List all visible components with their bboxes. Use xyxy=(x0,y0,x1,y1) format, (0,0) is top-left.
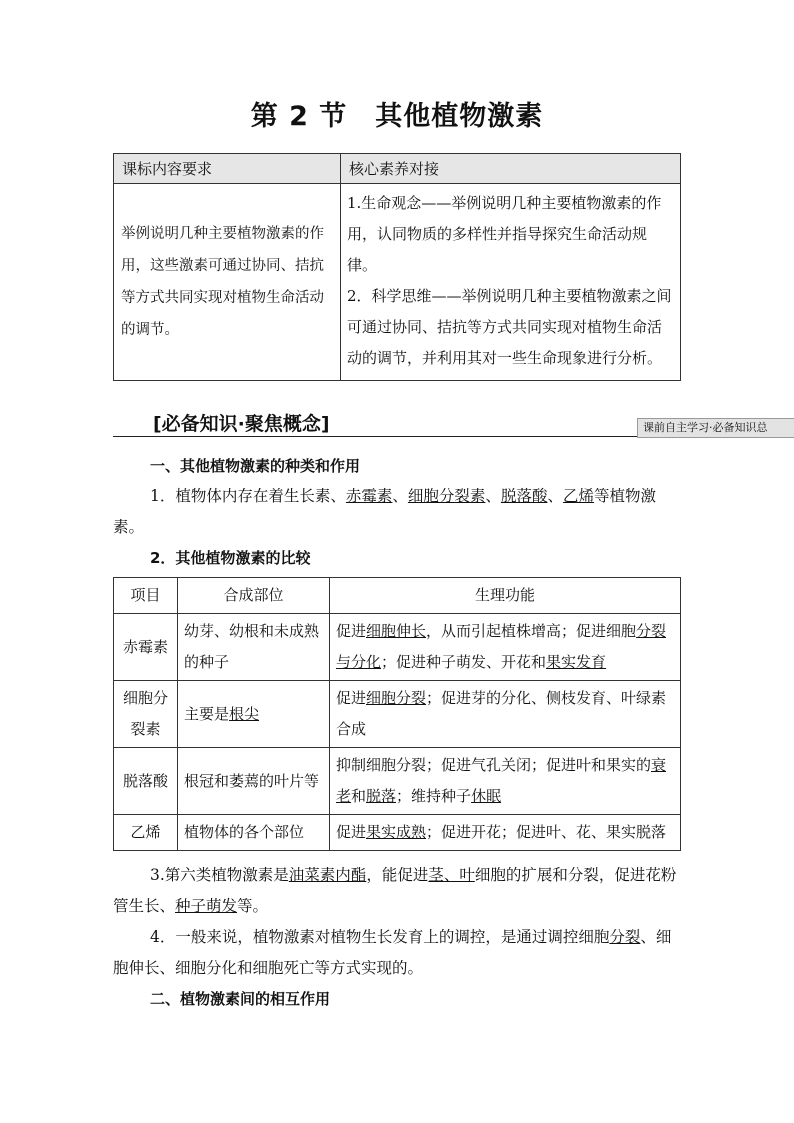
row-synthesis-site xyxy=(178,681,330,748)
table-row xyxy=(114,748,681,815)
point3-text: 细胞的扩展和分裂，促进花粉管生长、 xyxy=(113,866,677,915)
literacy-item-1: 1.生命观念——举例说明几种主要植物激素的作用，认同物质的多样性并指导探究生命活动规律。 xyxy=(347,194,662,274)
point4-paragraph xyxy=(113,922,683,984)
row-function xyxy=(330,815,681,851)
point4-text: 4．一般来说，植物激素对植物生长发育上的调控，是通过调控细胞 xyxy=(150,928,610,946)
function-text: ；促进种子萌发、开花和 xyxy=(381,653,547,671)
function-keyword: 细胞伸长 xyxy=(366,622,427,640)
standards-header-right: 核心素养对接 xyxy=(341,154,681,184)
row-synthesis-site: 植物体的各个部位 xyxy=(178,815,330,851)
function-text: ；促进芽的分化、侧枝发育、叶绿素合成 xyxy=(336,689,667,738)
function-text: ；维持种子 xyxy=(396,787,472,805)
function-text: 促进 xyxy=(336,622,367,640)
point1-text: 、 xyxy=(392,487,408,505)
function-text: 和 xyxy=(351,787,367,805)
point1-abscisic-acid: 脱落酸 xyxy=(500,487,548,505)
function-keyword: 分裂与分化 xyxy=(336,622,667,671)
function-text: 抑制细胞分裂；促进气孔关闭；促进叶和果实的 xyxy=(336,756,652,774)
page-title: 第 2 节 其他植物激素 xyxy=(250,101,544,132)
point1-text: 、 xyxy=(547,487,563,505)
hormone-compare-table xyxy=(113,577,681,851)
literacy-item-2: 2．科学思维——举例说明几种主要植物激素之间可通过协同、拮抗等方式共同实现对植物生命活动的调节，并利用其对一些生命现象进行分析。 xyxy=(347,287,672,367)
table-header-function: 生理功能 xyxy=(330,578,681,614)
standards-header-left: 课标内容要求 xyxy=(114,154,341,184)
point3-brassinolide: 油菜素内酯 xyxy=(288,866,367,884)
function-text: 促进 xyxy=(336,823,367,841)
function-text: ，从而引起植株增高；促进细胞 xyxy=(426,622,637,640)
function-keyword: 果实发育 xyxy=(546,653,607,671)
point1-text: 、 xyxy=(485,487,501,505)
table-row xyxy=(114,614,681,681)
point3-seed-germination: 种子萌发 xyxy=(175,897,238,915)
row-synthesis-site: 根冠和萎蔫的叶片等 xyxy=(178,748,330,815)
row-hormone-name: 赤霉素 xyxy=(114,614,178,681)
standards-requirement-text: 举例说明几种主要植物激素的作用，这些激素可通过协同、拮抗等方式共同实现对植物生命活动的调节。 xyxy=(114,184,341,381)
table-header-site: 合成部位 xyxy=(178,578,330,614)
row-hormone-name: 脱落酸 xyxy=(114,748,178,815)
point3-paragraph xyxy=(113,860,683,922)
point1-paragraph xyxy=(113,481,683,543)
function-keyword: 衰老 xyxy=(336,756,667,805)
point3-text: ，能促进 xyxy=(366,866,429,884)
function-keyword: 细胞分裂 xyxy=(366,689,427,707)
point4-text: 、细胞伸长、细胞分化和细胞死亡等方式实现的。 xyxy=(113,928,672,977)
site-text: 主要是 xyxy=(184,704,230,723)
point2-heading: 2．其他植物激素的比较 xyxy=(150,549,311,567)
function-keyword: 脱落 xyxy=(366,787,397,805)
point4-division: 分裂 xyxy=(609,928,641,946)
section-banner: [必备知识·聚焦概念] xyxy=(153,413,330,435)
part2-heading: 二、植物激素间的相互作用 xyxy=(150,990,331,1008)
point1-text: 1．植物体内存在着生长素、 xyxy=(150,487,346,505)
row-synthesis-site: 幼芽、幼根和未成熟的种子 xyxy=(178,614,330,681)
row-function xyxy=(330,748,681,815)
point3-stem-leaf: 茎、叶 xyxy=(428,866,475,884)
row-hormone-name: 乙烯 xyxy=(114,815,178,851)
part1-heading: 一、其他植物激素的种类和作用 xyxy=(150,457,361,475)
point1-ethylene: 乙烯 xyxy=(562,487,594,505)
point3-text: 3.第六类植物激素是 xyxy=(150,866,289,884)
point3-text: 等。 xyxy=(237,897,269,915)
function-keyword: 果实成熟 xyxy=(366,823,427,841)
row-function xyxy=(330,681,681,748)
point1-gibberellin: 赤霉素 xyxy=(345,487,393,505)
section-tag: 课前自主学习·必备知识总 xyxy=(637,418,794,438)
table-header-item: 项目 xyxy=(114,578,178,614)
standards-table xyxy=(113,153,681,381)
site-keyword: 根尖 xyxy=(229,704,260,723)
function-text: 促进 xyxy=(336,689,367,707)
function-keyword: 休眠 xyxy=(471,787,502,805)
table-row xyxy=(114,815,681,851)
function-text: ；促进开花；促进叶、花、果实脱落 xyxy=(426,823,667,841)
point1-text: 等植物激素。 xyxy=(113,487,656,536)
table-row xyxy=(114,681,681,748)
row-function xyxy=(330,614,681,681)
standards-literacy-cell xyxy=(341,184,681,381)
row-hormone-name: 细胞分裂素 xyxy=(114,681,178,748)
point1-cytokinin: 细胞分裂素 xyxy=(407,487,486,505)
